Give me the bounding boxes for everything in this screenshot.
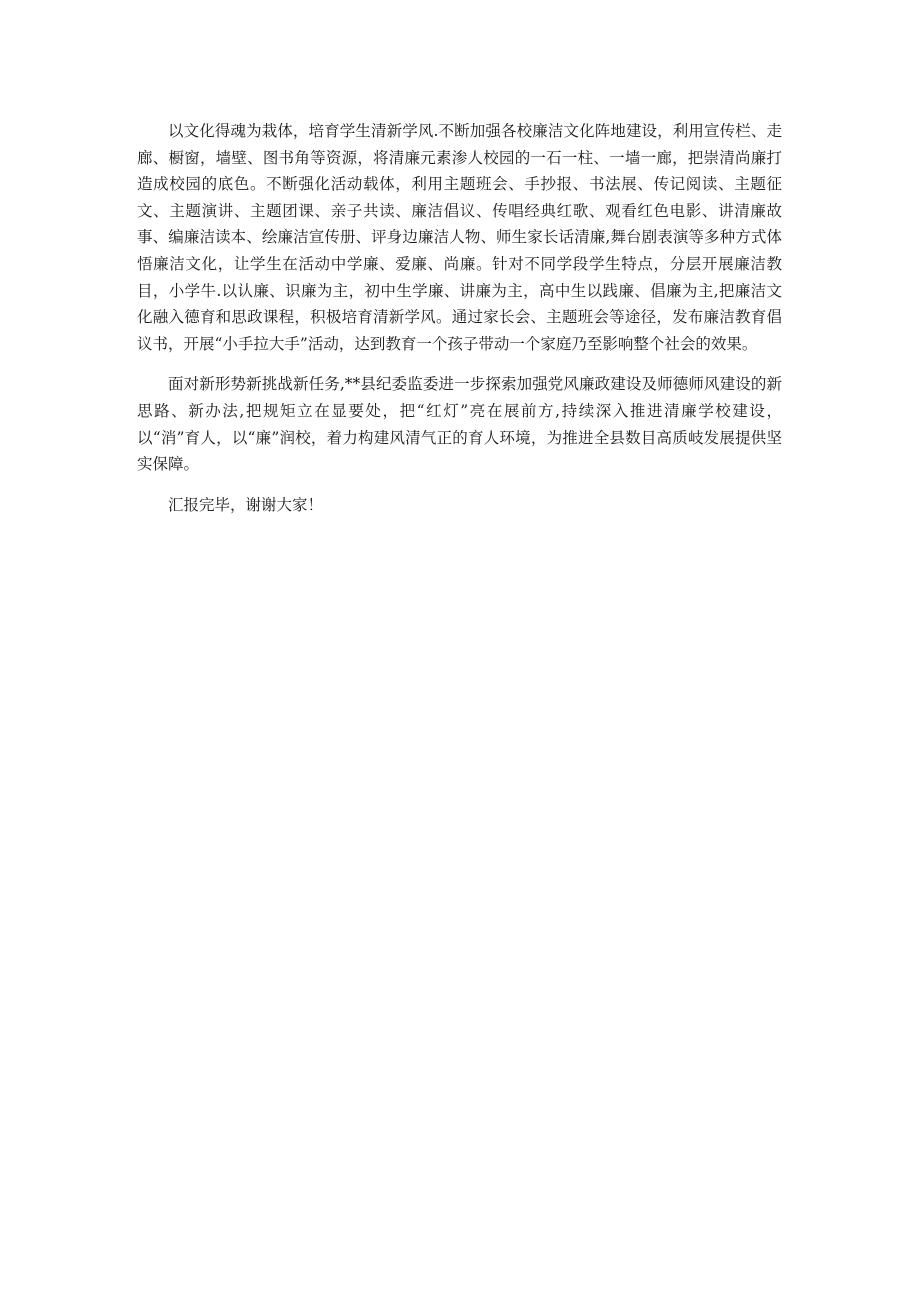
paragraph-new-tasks: 面对新形势新挑战新任务,**县纪委监委进一步探索加强党风廉政建设及师德师风建设的新思路、新办法,把规矩立在显要处，把“红灯”亮在展前方,持续深入推进清廉学校建设，以“消”育人，以“廉”润校，着力构建风清气正的育人环境，为推进全县数目高质岐发展提供坚实保障。 [137, 375, 782, 474]
paragraph-closing: 汇报完毕，谢谢大家！ [168, 495, 324, 514]
paragraph-culture-education: 以文化得魂为栽体，培育学生清新学风.不断加强各校廉洁文化阵地建设，利用宣传栏、走廊、橱窗，墙壁、图书角等资源，将清廉元素渗人校园的一石一柱、一墙一廊，把崇清尚廉打造成校园的底色。不断强化活动载体，利用主题班会、手抄报、书法展、传记阅读、主题征文、主题演讲、主题团课、亲子共读、廉洁倡议、传唱经典红歌、观看红色电影、讲清廉故事、编廉洁读本、绘廉洁宣传册、评身边廉洁人物、师生家长话清廉,舞台剧表演等多种方式体悟廉洁文化，让学生在活动中学廉、爱廉、尚廉。针对不同学段学生特点，分层开展廉洁教目，小学牛.以认廉、识廉为主，初中生学廉、讲廉为主，高中生以践廉、倡廉为主,把廉洁文化融入德育和思政课程，积极培育清新学风。通过家长会、主题班会等途径，发布廉洁教育倡议书，开展“小手拉大手”活动，达到教育一个孩子带动一个家庭乃至影响整个社会的效果。 [137, 122, 782, 353]
document-body [137, 118, 782, 532]
